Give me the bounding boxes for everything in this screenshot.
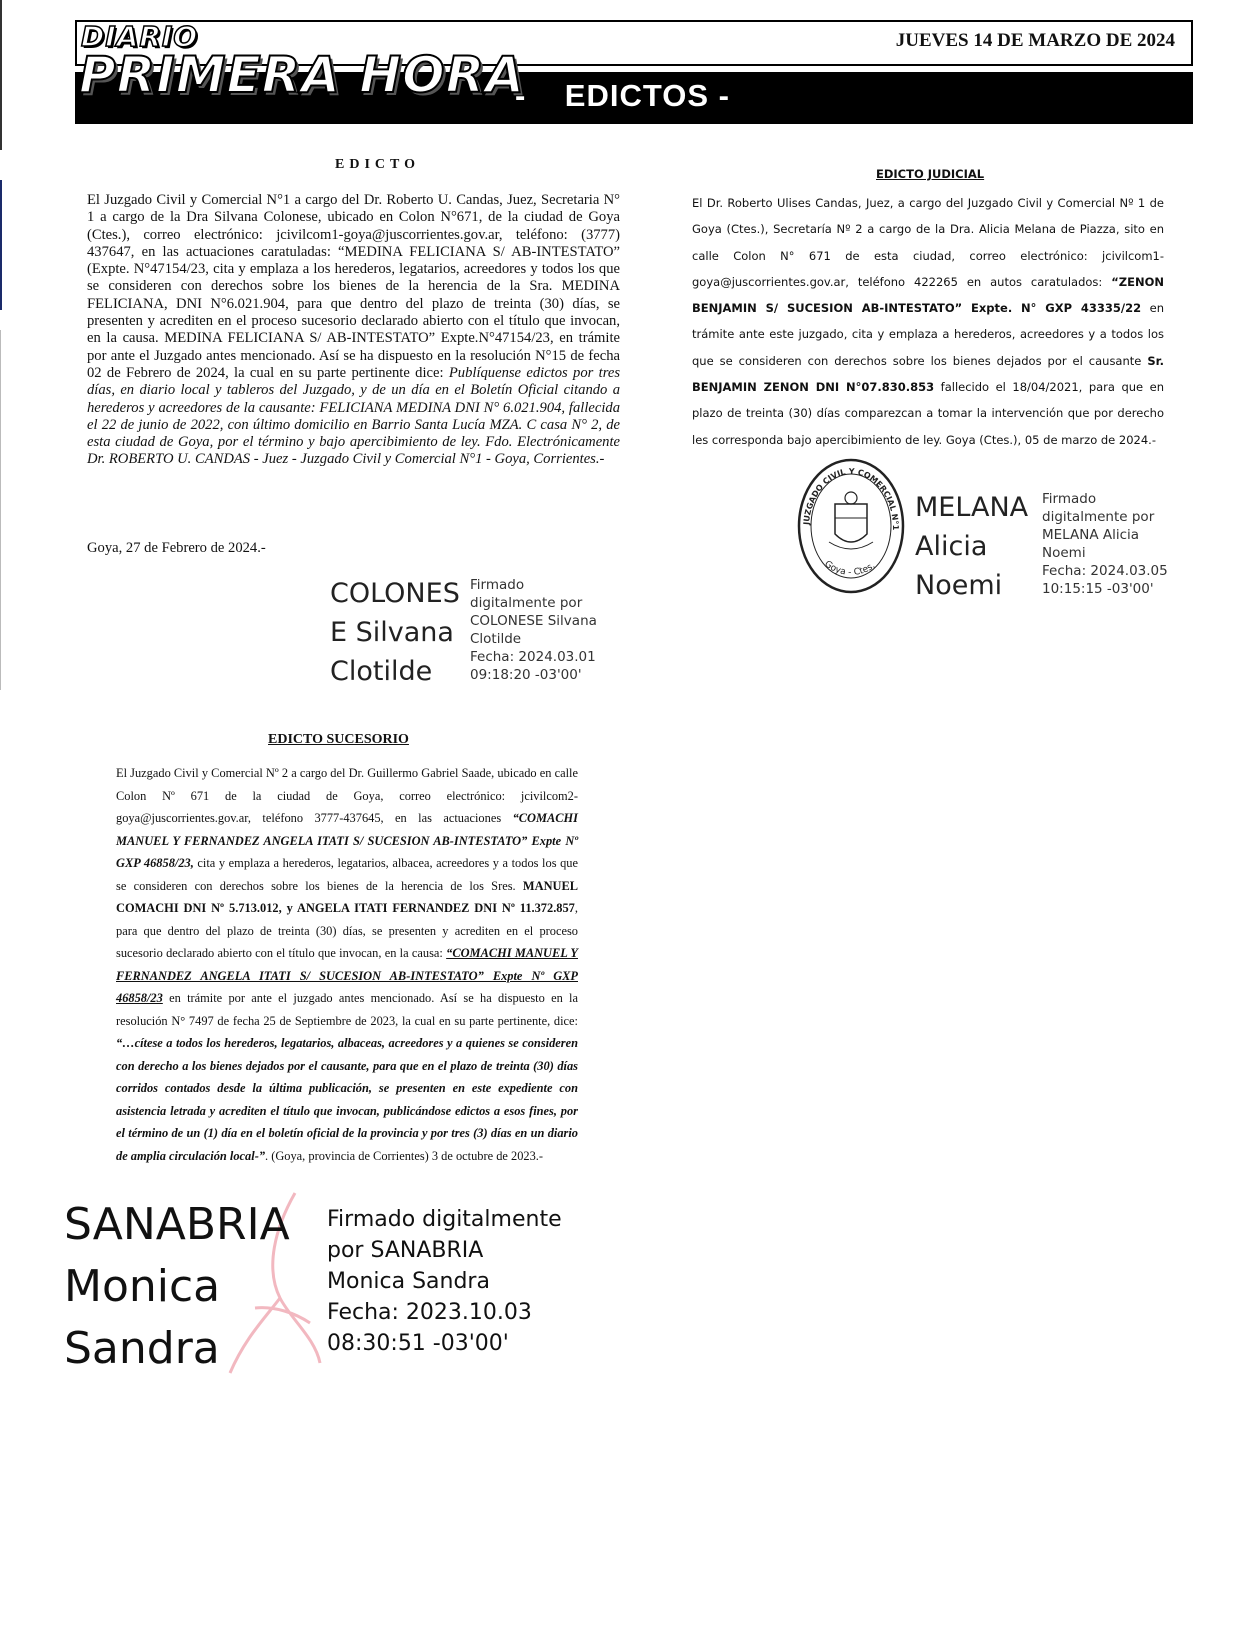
- edicto1-body: [87, 192, 620, 469]
- signature2-name: [915, 488, 1035, 605]
- signature3-detail-line: por SANABRIA: [327, 1238, 484, 1263]
- court-seal-icon: [795, 456, 907, 596]
- newspaper-header: [75, 20, 1193, 124]
- edicto2-deceased: Sr. BENJAMIN ZENON DNI N°07.830.853: [692, 353, 1164, 395]
- signature2-detail-line: Firmado: [1042, 491, 1097, 507]
- edicto3-title: EDICTO SUCESORIO: [268, 732, 409, 747]
- edicto3-deceased: MANUEL COMACHI DNI Nº 5.713.012, y ANGELA ITATI FERNANDEZ DNI Nº 11.372.857: [116, 878, 578, 915]
- signature3-name-line: SANABRIA: [64, 1199, 290, 1250]
- edge-line: [0, 180, 2, 310]
- signature3-name-line: Monica: [64, 1261, 221, 1312]
- signature2-name-line: Noemi: [915, 570, 1003, 601]
- masthead-title: PRIMERA HORA: [79, 46, 525, 104]
- edicto1-date: Goya, 27 de Febrero de 2024.-: [87, 540, 266, 556]
- signature2-detail-line: digitalmente por: [1042, 509, 1155, 525]
- signature3-detail: [327, 1204, 587, 1359]
- edicto3-body-text: . (Goya, provincia de Corrientes) 3 de octubre de 2023.-: [265, 1148, 544, 1163]
- section-title: - EDICTOS -: [515, 78, 730, 113]
- signature1-name-line: COLONES: [330, 578, 460, 609]
- edge-line: [0, 330, 1, 690]
- edicto3-case-title-underlined: “COMACHI MANUEL Y FERNANDEZ ANGELA ITATI S/ SUCESION AB-INTESTATO” Expte Nº GXP 46858/23: [116, 946, 578, 1005]
- edicto2-body-text: fallecido el 18/04/2021, para que en plazo de treinta (30) días comparezcan a tomar la intervención que por derecho les corresponda bajo apercibimiento de ley. Goya (Ctes.), 05 de marzo de 2024.-: [692, 380, 1164, 447]
- edicto1-body-intro: El Juzgado Civil y Comercial N°1 a cargo del Dr. Roberto U. Candas, Juez, Secretaria N° 1 a cargo de la Dra Silvana Colonese, ubicado en Colon N°671, de la ciudad de Goya (Ctes.), correo electrónico: jcivilcom1-goya@juscorrientes.gov.ar, teléfono: (3777) 437647, en las actuaciones caratuladas: “MEDINA FELICIANA S/ AB-INTESTATO” (Expte. N°47154/23, cita y emplaza a los herederos, legatarios, acreedores y todos los que se consideren con derechos sobre los bienes de la herencia de la Sra. MEDINA FELICIANA, DNI N°6.021.904, para que dentro del plazo de treinta (30) días, se presenten y acrediten en el proceso sucesorio declarado abierto con el título que invocan, en la causa. MEDINA FELICIANA S/ AB-INTESTATO” Expte.N°47154/23, en trámite por ante el Juzgado antes mencionado. Así se ha dispuesto en la resolución N°15 de fecha 02 de Febrero de 2024, la cual en su parte pertinente dice:: [87, 192, 620, 381]
- signature1-name-line: Clotilde: [330, 656, 433, 687]
- signature3-detail-line: Firmado digitalmente: [327, 1207, 562, 1232]
- signature3-detail-line: Fecha: 2023.10.03: [327, 1300, 532, 1325]
- edicto2-title: EDICTO JUDICIAL: [876, 167, 985, 181]
- edicto3-body-text: , para que dentro del plazo de treinta (30) días, se presenten y acrediten en el proceso sucesorio declarado abierto con el título que invocan, en la causa:: [116, 901, 578, 960]
- signature1-detail-line: Clotilde: [470, 631, 522, 647]
- signature3-name: [64, 1194, 314, 1380]
- svg-text:JUZGADO CIVIL Y COMERCIAL N°1: JUZGADO CIVIL Y COMERCIAL N°1: [802, 466, 901, 531]
- signature3-detail-line: 08:30:51 -03'00': [327, 1331, 509, 1356]
- edicto3-case-title: “COMACHI MANUEL Y FERNANDEZ ANGELA ITATI S/ SUCESION AB-INTESTATO” Expte Nº GXP 46858/23,: [116, 811, 578, 870]
- edicto3-body-text: en trámite por ante el juzgado antes mencionado. Así se ha dispuesto en la resolución N° 7497 de fecha 25 de Septiembre de 2023, la cual en su parte pertinente, dice:: [116, 991, 578, 1028]
- signature1-detail-line: Firmado: [470, 577, 525, 593]
- signature2-detail-line: 10:15:15 -03'00': [1042, 581, 1154, 597]
- signature1-name: [330, 574, 470, 691]
- masthead-diario: DIARIO: [81, 20, 199, 53]
- signature2-detail-line: Fecha: 2024.03.05: [1042, 563, 1168, 579]
- edicto2-body: [692, 190, 1164, 453]
- edicto3-body: [116, 762, 578, 1167]
- signature2-name-line: Alicia: [915, 531, 988, 562]
- signature3-detail-line: Monica Sandra: [327, 1269, 490, 1294]
- edicto3-resolution-quote: “…cítese a todos los herederos, legatarios, albaceas, acreedores y a quienes se consideren con derecho a los bienes dejados por el causante, para que en el plazo de treinta (30) días corridos contados desde la última publicación, se presenten en este expediente con asistencia letrada y acrediten el título que invocan, publicándose edictos a esos fines, por el término de un (1) día en el boletín oficial de la provincia y por tres (3) días en un diario de amplia circulación local-”: [116, 1036, 578, 1163]
- signature2-detail-line: Noemi: [1042, 545, 1086, 561]
- edicto3-body-text: cita y emplaza a herederos, legatarios, albacea, acreedores y a todos los que se consideren con derechos sobre los bienes de la herencia de los Sres.: [116, 856, 579, 893]
- svg-text:Goya - Ctes.: Goya - Ctes.: [822, 559, 878, 578]
- edicto2-body-text: El Dr. Roberto Ulises Candas, Juez, a cargo del Juzgado Civil y Comercial Nº 1 de Goya (Ctes.), Secretaría Nº 2 a cargo de la Dra. Alicia Melana de Piazza, sito en calle Colon N° 671 de esta ciudad, correo electrónico: jcivilcom1-goya@juscorrientes.gov.ar, teléfono 422265 en autos caratulados:: [692, 196, 1164, 289]
- edicto1-title: EDICTO: [335, 157, 420, 172]
- edicto1-body-quote: Publíquense edictos por tres días, en diario local y tableros del Juzgado, y de un día en el Boletín Oficial citando a herederos y acreedores de la causante: FELICIANA MEDINA DNI N° 6.021.904, fallecida el 22 de junio de 2022, con último domicilio en Barrio Santa Lucía MZA. C casa N° 2, de esta ciudad de Goya, por el término y bajo apercibimiento de ley. Fdo. Electrónicamente Dr. ROBERTO U. CANDAS - Juez - Juzgado Civil y Comercial N°1 - Goya, Corrientes.-: [87, 364, 621, 468]
- edge-line: [0, 0, 2, 150]
- signature1-detail-line: digitalmente por: [470, 595, 583, 611]
- edicto2-case-title: “ZENON BENJAMIN S/ SUCESION AB-INTESTATO” Expte. N° GXP 43335/22: [692, 274, 1164, 316]
- signature1-detail-line: COLONESE Silvana: [470, 613, 597, 629]
- edicto3-body-text: El Juzgado Civil y Comercial Nº 2 a cargo del Dr. Guillermo Gabriel Saade, ubicado en calle Colon Nº 671 de la ciudad de Goya, correo electrónico: jcivilcom2-goya@juscorrientes.gov.ar, teléfono 3777-437645, en las actuaciones: [116, 766, 578, 825]
- edicto2-body-text: en trámite ante este juzgado, cita y emplaza a herederos, acreedores y a todos los que se consideren con derechos sobre los bienes dejados por el causante: [692, 301, 1164, 368]
- signature1-detail: [470, 576, 600, 684]
- signature1-name-line: E Silvana: [330, 617, 454, 648]
- signature2-detail-line: MELANA Alicia: [1042, 527, 1140, 543]
- signature1-detail-line: Fecha: 2024.03.01: [470, 649, 596, 665]
- signature2-detail: [1042, 490, 1172, 598]
- signature1-detail-line: 09:18:20 -03'00': [470, 667, 582, 683]
- signature3-name-line: Sandra: [64, 1323, 220, 1374]
- issue-date: JUEVES 14 DE MARZO DE 2024: [895, 30, 1175, 51]
- signature2-name-line: MELANA: [915, 492, 1029, 523]
